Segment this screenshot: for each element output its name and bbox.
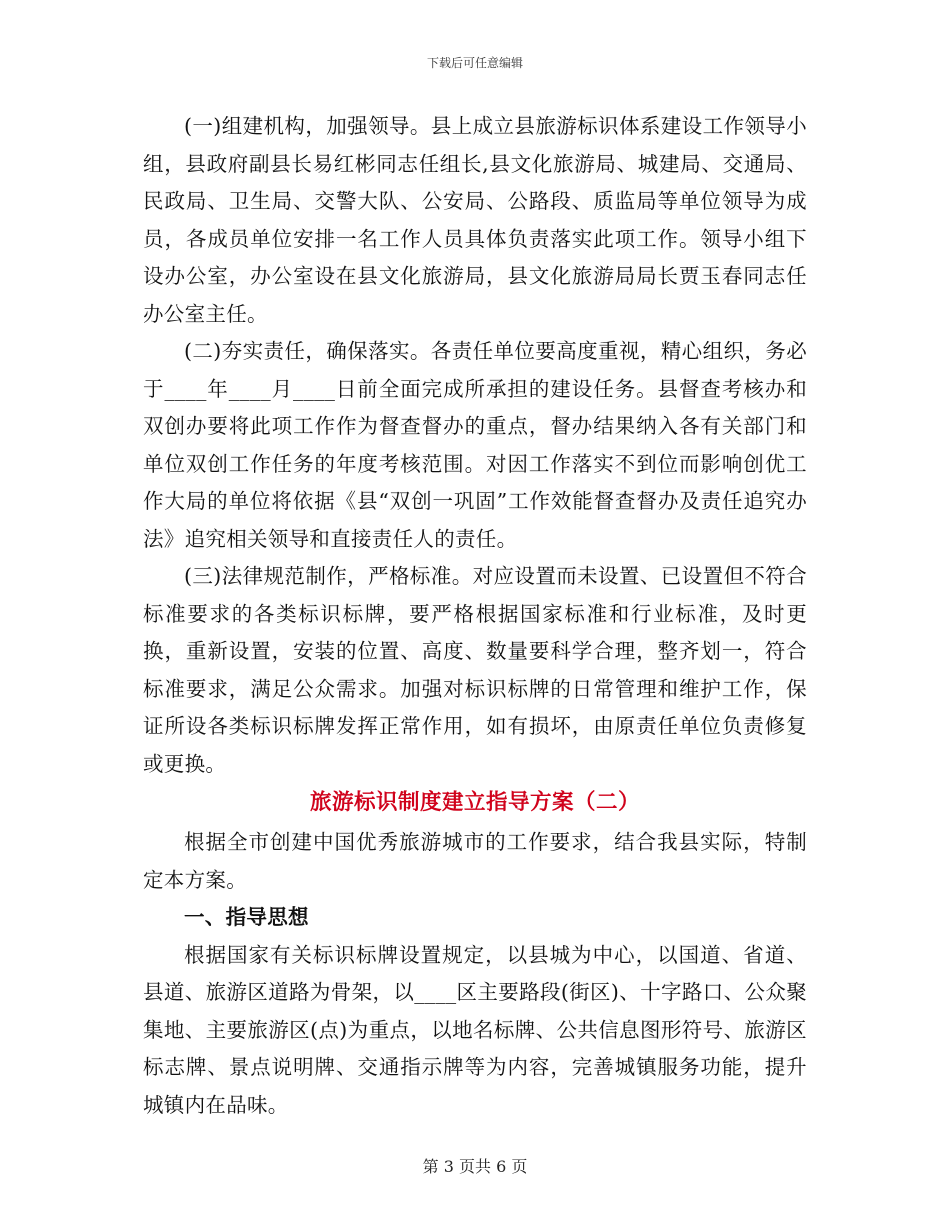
document-body	[143, 108, 807, 1124]
paragraph-3: (三)法律规范制作，严格标准。对应设置而未设置、已设置但不符合标准要求的各类标识标牌，要严格根据国家标准和行业标准，及时更换，重新设置，安装的位置、高度、数量要科学合理，整齐划一，符合标准要求，满足公众需求。加强对标识标牌的日常管理和维护工作，保证所设各类标识标牌发挥正常作用，如有损坏，由原责任单位负责修复或更换。	[143, 564, 807, 776]
page-number: 第 3 页共 6 页	[422, 1157, 528, 1176]
page-header-note: 下载后可任意编辑	[426, 56, 523, 70]
section-title: 旅游标识制度建立指导方案（二）	[309, 790, 640, 815]
heading-guiding-ideology: 一、指导思想	[184, 905, 309, 929]
paragraph-4: 根据全市创建中国优秀旅游城市的工作要求，结合我县实际，特制定本方案。	[143, 830, 807, 892]
paragraph-1: (一)组建机构，加强领导。县上成立县旅游标识体系建设工作领导小组，县政府副县长易红彬同志任组长,县文化旅游局、城建局、交通局、民政局、卫生局、交警大队、公安局、公路段、质监局等单位领导为成员，各成员单位安排一名工作人员具体负责落实此项工作。领导小组下设办公室，办公室设在县文化旅游局，县文化旅游局局长贾玉春同志任办公室主任。	[143, 114, 807, 326]
paragraph-5: 根据国家有关标识标牌设置规定，以县城为中心，以国道、省道、县道、旅游区道路为骨架，以____区主要路段(街区)、十字路口、公众聚集地、主要旅游区(点)为重点，以地名标牌、公共信息图形符号、旅游区标志牌、景点说明牌、交通指示牌等为内容，完善城镇服务功能，提升城镇内在品味。	[143, 942, 807, 1117]
paragraph-2: (二)夯实责任，确保落实。各责任单位要高度重视，精心组织，务必于____年____月____日前全面完成所承担的建设任务。县督查考核办和双创办要将此项工作作为督查督办的重点，督办结果纳入各有关部门和单位双创工作任务的年度考核范围。对因工作落实不到位而影响创优工作大局的单位将依据《县“双创一巩固”工作效能督查督办及责任追究办法》追究相关领导和直接责任人的责任。	[143, 339, 807, 551]
